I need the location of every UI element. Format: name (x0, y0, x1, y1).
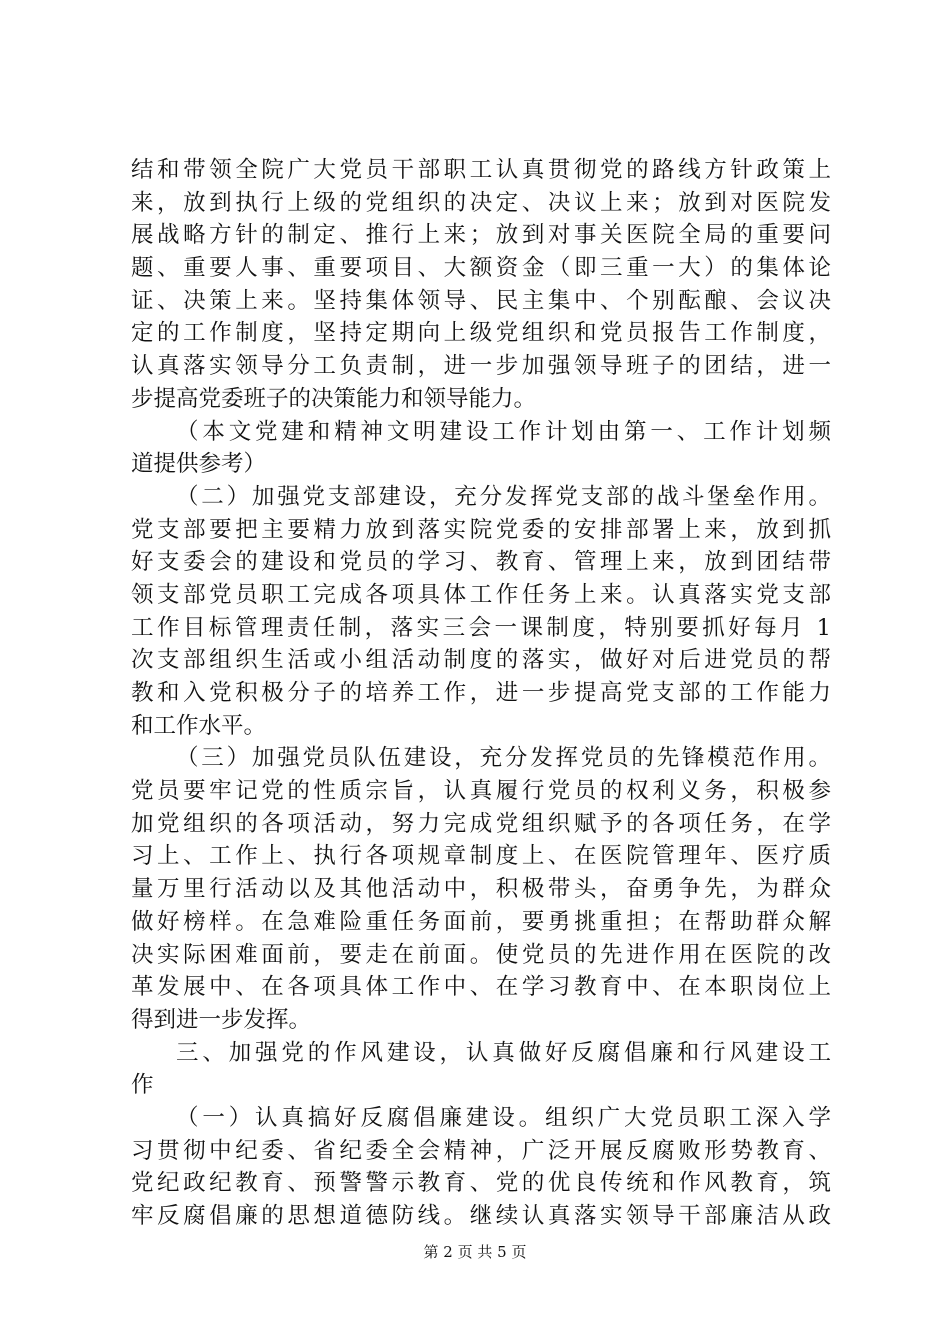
text-line: 得到进一步发挥。 (131, 1006, 312, 1033)
text-line: 证、决策上来。坚持集体领导、民主集中、个别酝酿、会议决 (131, 287, 831, 314)
text-line: 量万里行活动以及其他活动中，积极带头，奋勇争先，为群众 (131, 876, 831, 903)
text-line: 认真落实领导分工负责制，进一步加强领导班子的团结，进一 (131, 353, 831, 380)
text-line: 牢反腐倡廉的思想道德防线。继续认真落实领导干部廉洁从政 (131, 1203, 831, 1229)
text-line: 加党组织的各项活动，努力完成党组织赋予的各项任务，在学 (131, 810, 831, 837)
text-line: 教和入党积极分子的培养工作，进一步提高党支部的工作能力 (131, 680, 831, 706)
text-line: 展战略方针的制定、推行上来；放到对事关医院全局的重要问 (131, 222, 831, 249)
text-line: 领支部党员职工完成各项具体工作任务上来。认真落实党支部 (131, 581, 831, 608)
document-body (131, 154, 831, 1233)
text-line: 定的工作制度，坚持定期向上级党组织和党员报告工作制度， (131, 320, 831, 347)
text-line: 习贯彻中纪委、省纪委全会精神，广泛开展反腐败形势教育、 (131, 1137, 831, 1164)
text-line: 党支部要把主要精力放到落实院党委的安排部署上来，放到抓 (131, 516, 831, 543)
text-line: 来，放到执行上级的党组织的决定、决议上来；放到对医院发 (131, 189, 831, 216)
text-line: 好支委会的建设和党员的学习、教育、管理上来，放到团结带 (131, 549, 831, 576)
text-line: 三、加强党的作风建设，认真做好反腐倡廉和行风建设工 (176, 1039, 831, 1066)
text-line: （本文党建和精神文明建设工作计划由第一、工作计划频 (176, 418, 831, 445)
text-line: （一）认真搞好反腐倡廉建设。组织广大党员职工深入学 (176, 1104, 831, 1131)
text-line: （三）加强党员队伍建设，充分发挥党员的先锋模范作用。 (176, 745, 831, 772)
page-footer: 第 2 页 共 5 页 (423, 1243, 527, 1261)
text-line: 做好榜样。在急难险重任务面前，要勇挑重担；在帮助群众解 (131, 908, 831, 935)
text-line: 党纪政纪教育、预警警示教育、党的优良传统和作风教育，筑 (131, 1170, 831, 1197)
text-line: 革发展中、在各项具体工作中、在学习教育中、在本职岗位上 (131, 974, 831, 1001)
text-line: 和工作水平。 (131, 712, 267, 739)
text-line: 党员要牢记党的性质宗旨，认真履行党员的权利义务，积极参 (131, 778, 831, 805)
text-line: 步提高党委班子的决策能力和领导能力。 (131, 385, 537, 412)
text-line: 决实际困难面前，要走在前面。使党员的先进作用在医院的改 (131, 941, 831, 968)
text-line: 结和带领全院广大党员干部职工认真贯彻党的路线方针政策上 (131, 157, 831, 183)
text-line: （二）加强党支部建设，充分发挥党支部的战斗堡垒作用。 (176, 483, 831, 510)
text-line: 工作目标管理责任制，落实三会一课制度，特别要抓好每月 1 (131, 614, 831, 641)
text-line: 习上、工作上、执行各项规章制度上、在医院管理年、医疗质 (131, 843, 831, 870)
text-line: 题、重要人事、重要项目、大额资金（即三重一大）的集体论 (131, 255, 831, 282)
text-line: 作 (131, 1072, 154, 1099)
text-line: 次支部组织生活或小组活动制度的落实，做好对后进党员的帮 (131, 647, 831, 674)
text-line: 道提供参考） (131, 451, 267, 478)
